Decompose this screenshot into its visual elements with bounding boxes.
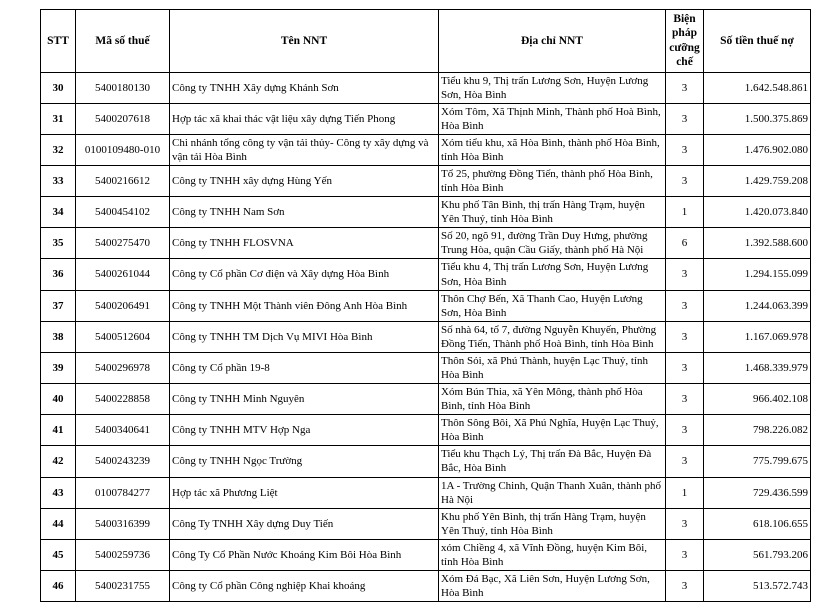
cell-taxpayer-name: Công ty TNHH Nam Sơn <box>170 197 439 228</box>
cell-taxpayer-name: Công ty Cổ phần Công nghiệp Khai khoáng <box>170 571 439 602</box>
header-address: Địa chỉ NNT <box>439 10 666 73</box>
cell-taxpayer-name: Công ty TNHH Xây dựng Khánh Sơn <box>170 72 439 103</box>
cell-debt-amount: 561.793.206 <box>704 539 811 570</box>
table-row <box>41 259 811 290</box>
tax-debt-table <box>40 9 811 602</box>
table-row <box>41 508 811 539</box>
cell-address: Tiểu khu 9, Thị trấn Lương Sơn, Huyện Lương Sơn, Hòa Bình <box>439 72 666 103</box>
cell-tax-code: 5400261044 <box>76 259 170 290</box>
cell-taxpayer-name: Công ty TNHH Minh Nguyên <box>170 384 439 415</box>
cell-stt: 33 <box>41 165 76 196</box>
cell-taxpayer-name: Hợp tác xã khai thác vật liệu xây dựng Tiến Phong <box>170 103 439 134</box>
cell-taxpayer-name: Công ty TNHH Ngọc Trường <box>170 446 439 477</box>
cell-enforcement-measure: 3 <box>666 103 704 134</box>
table-row <box>41 477 811 508</box>
cell-debt-amount: 618.106.655 <box>704 508 811 539</box>
cell-tax-code: 5400275470 <box>76 228 170 259</box>
cell-taxpayer-name: Công ty TNHH Một Thành viên Đông Anh Hòa Bình <box>170 290 439 321</box>
header-taxpayer-name: Tên NNT <box>170 10 439 73</box>
cell-debt-amount: 513.572.743 <box>704 571 811 602</box>
cell-stt: 32 <box>41 134 76 165</box>
header-tax-code: Mã số thuế <box>76 10 170 73</box>
table-row <box>41 103 811 134</box>
cell-debt-amount: 1.500.375.869 <box>704 103 811 134</box>
cell-tax-code: 5400216612 <box>76 165 170 196</box>
header-stt: STT <box>41 10 76 73</box>
cell-address: Xóm Tôm, Xã Thịnh Minh, Thành phố Hoà Bình, Hòa Bình <box>439 103 666 134</box>
cell-tax-code: 5400207618 <box>76 103 170 134</box>
cell-address: Thôn Sỏi, xã Phú Thành, huyện Lạc Thuỷ, tỉnh Hòa Bình <box>439 352 666 383</box>
cell-tax-code: 5400454102 <box>76 197 170 228</box>
table-header-row <box>41 10 811 73</box>
cell-enforcement-measure: 1 <box>666 197 704 228</box>
cell-stt: 34 <box>41 197 76 228</box>
header-debt-amount: Số tiền thuế nợ <box>704 10 811 73</box>
cell-stt: 42 <box>41 446 76 477</box>
cell-stt: 44 <box>41 508 76 539</box>
cell-enforcement-measure: 3 <box>666 165 704 196</box>
table-row <box>41 446 811 477</box>
cell-enforcement-measure: 3 <box>666 539 704 570</box>
table-row <box>41 165 811 196</box>
cell-debt-amount: 798.226.082 <box>704 415 811 446</box>
cell-taxpayer-name: Hợp tác xã Phương Liệt <box>170 477 439 508</box>
cell-tax-code: 5400316399 <box>76 508 170 539</box>
cell-debt-amount: 1.429.759.208 <box>704 165 811 196</box>
cell-enforcement-measure: 3 <box>666 321 704 352</box>
table-row <box>41 415 811 446</box>
cell-tax-code: 5400296978 <box>76 352 170 383</box>
cell-tax-code: 5400259736 <box>76 539 170 570</box>
cell-address: Khu phố Yên Bình, thị trấn Hàng Trạm, huyện Yên Thuỷ, tỉnh Hòa Bình <box>439 508 666 539</box>
cell-debt-amount: 1.392.588.600 <box>704 228 811 259</box>
cell-taxpayer-name: Công ty TNHH FLOSVNA <box>170 228 439 259</box>
table-row <box>41 384 811 415</box>
cell-tax-code: 5400228858 <box>76 384 170 415</box>
cell-stt: 45 <box>41 539 76 570</box>
cell-address: Khu phố Tân Bình, thị trấn Hàng Trạm, huyện Yên Thuỷ, tỉnh Hòa Bình <box>439 197 666 228</box>
cell-tax-code: 5400243239 <box>76 446 170 477</box>
cell-enforcement-measure: 3 <box>666 571 704 602</box>
cell-address: Tổ 25, phường Đồng Tiến, thành phố Hòa Bình, tỉnh Hòa Bình <box>439 165 666 196</box>
cell-debt-amount: 729.436.599 <box>704 477 811 508</box>
cell-stt: 37 <box>41 290 76 321</box>
cell-address: Số nhà 64, tổ 7, đường Nguyễn Khuyến, Phường Đồng Tiến, Thành phố Hoà Bình, tỉnh Hòa Bình <box>439 321 666 352</box>
cell-enforcement-measure: 3 <box>666 446 704 477</box>
table-row <box>41 134 811 165</box>
cell-taxpayer-name: Công ty TNHH xây dựng Hùng Yến <box>170 165 439 196</box>
cell-enforcement-measure: 3 <box>666 384 704 415</box>
cell-enforcement-measure: 6 <box>666 228 704 259</box>
cell-address: Tiểu khu Thạch Lý, Thị trấn Đà Bắc, Huyện Đà Bắc, Hòa Bình <box>439 446 666 477</box>
cell-address: xóm Chiềng 4, xã Vĩnh Đồng, huyện Kim Bôi, tỉnh Hòa Bình <box>439 539 666 570</box>
table-row <box>41 352 811 383</box>
cell-enforcement-measure: 1 <box>666 477 704 508</box>
table-row <box>41 321 811 352</box>
cell-tax-code: 0100784277 <box>76 477 170 508</box>
cell-tax-code: 5400231755 <box>76 571 170 602</box>
cell-debt-amount: 1.642.548.861 <box>704 72 811 103</box>
cell-debt-amount: 1.476.902.080 <box>704 134 811 165</box>
cell-enforcement-measure: 3 <box>666 508 704 539</box>
table-row <box>41 539 811 570</box>
cell-stt: 41 <box>41 415 76 446</box>
table-body <box>41 72 811 602</box>
cell-debt-amount: 1.294.155.099 <box>704 259 811 290</box>
cell-taxpayer-name: Công Ty TNHH Xây dựng Duy Tiến <box>170 508 439 539</box>
table-row <box>41 72 811 103</box>
cell-taxpayer-name: Công Ty Cổ Phần Nước Khoáng Kim Bôi Hòa Bình <box>170 539 439 570</box>
cell-stt: 38 <box>41 321 76 352</box>
cell-stt: 39 <box>41 352 76 383</box>
cell-tax-code: 0100109480-010 <box>76 134 170 165</box>
cell-debt-amount: 966.402.108 <box>704 384 811 415</box>
cell-taxpayer-name: Chi nhánh tổng công ty vận tải thủy- Công ty xây dựng và vận tải Hòa Bình <box>170 134 439 165</box>
cell-address: Thôn Sông Bôi, Xã Phú Nghĩa, Huyện Lạc Thuỷ, Hòa Bình <box>439 415 666 446</box>
cell-taxpayer-name: Công ty Cổ phần Cơ điện và Xây dựng Hòa Bình <box>170 259 439 290</box>
cell-address: 1A - Trường Chinh, Quận Thanh Xuân, thành phố Hà Nội <box>439 477 666 508</box>
cell-address: Tiểu khu 4, Thị trấn Lương Sơn, Huyện Lương Sơn, Hòa Bình <box>439 259 666 290</box>
table-row <box>41 197 811 228</box>
cell-address: Xóm Bún Thia, xã Yên Mông, thành phố Hòa Bình, tỉnh Hòa Bình <box>439 384 666 415</box>
cell-taxpayer-name: Công ty TNHH TM Dịch Vụ MIVI Hòa Bình <box>170 321 439 352</box>
cell-debt-amount: 1.468.339.979 <box>704 352 811 383</box>
cell-debt-amount: 775.799.675 <box>704 446 811 477</box>
cell-stt: 31 <box>41 103 76 134</box>
cell-stt: 36 <box>41 259 76 290</box>
table-row <box>41 228 811 259</box>
cell-stt: 46 <box>41 571 76 602</box>
cell-stt: 43 <box>41 477 76 508</box>
cell-address: Xóm Đá Bạc, Xã Liên Sơn, Huyện Lương Sơn, Hòa Bình <box>439 571 666 602</box>
cell-taxpayer-name: Công ty Cổ phần 19-8 <box>170 352 439 383</box>
cell-stt: 35 <box>41 228 76 259</box>
table-row <box>41 571 811 602</box>
cell-enforcement-measure: 3 <box>666 415 704 446</box>
cell-address: Xóm tiểu khu, xã Hòa Bình, thành phố Hòa Bình, tỉnh Hòa Bình <box>439 134 666 165</box>
cell-tax-code: 5400180130 <box>76 72 170 103</box>
cell-taxpayer-name: Công ty TNHH MTV Hợp Nga <box>170 415 439 446</box>
cell-tax-code: 5400206491 <box>76 290 170 321</box>
cell-stt: 40 <box>41 384 76 415</box>
cell-enforcement-measure: 3 <box>666 72 704 103</box>
cell-debt-amount: 1.244.063.399 <box>704 290 811 321</box>
cell-address: Thôn Chợ Bến, Xã Thanh Cao, Huyện Lương Sơn, Hòa Bình <box>439 290 666 321</box>
cell-debt-amount: 1.420.073.840 <box>704 197 811 228</box>
cell-enforcement-measure: 3 <box>666 259 704 290</box>
cell-enforcement-measure: 3 <box>666 290 704 321</box>
cell-tax-code: 5400340641 <box>76 415 170 446</box>
table-row <box>41 290 811 321</box>
cell-address: Số 20, ngõ 91, đường Trần Duy Hưng, phường Trung Hòa, quận Cầu Giấy, thành phố Hà Nội <box>439 228 666 259</box>
cell-debt-amount: 1.167.069.978 <box>704 321 811 352</box>
cell-stt: 30 <box>41 72 76 103</box>
cell-enforcement-measure: 3 <box>666 134 704 165</box>
cell-enforcement-measure: 3 <box>666 352 704 383</box>
header-enforcement-measure: Biện pháp cưỡng chế <box>666 10 704 73</box>
cell-tax-code: 5400512604 <box>76 321 170 352</box>
